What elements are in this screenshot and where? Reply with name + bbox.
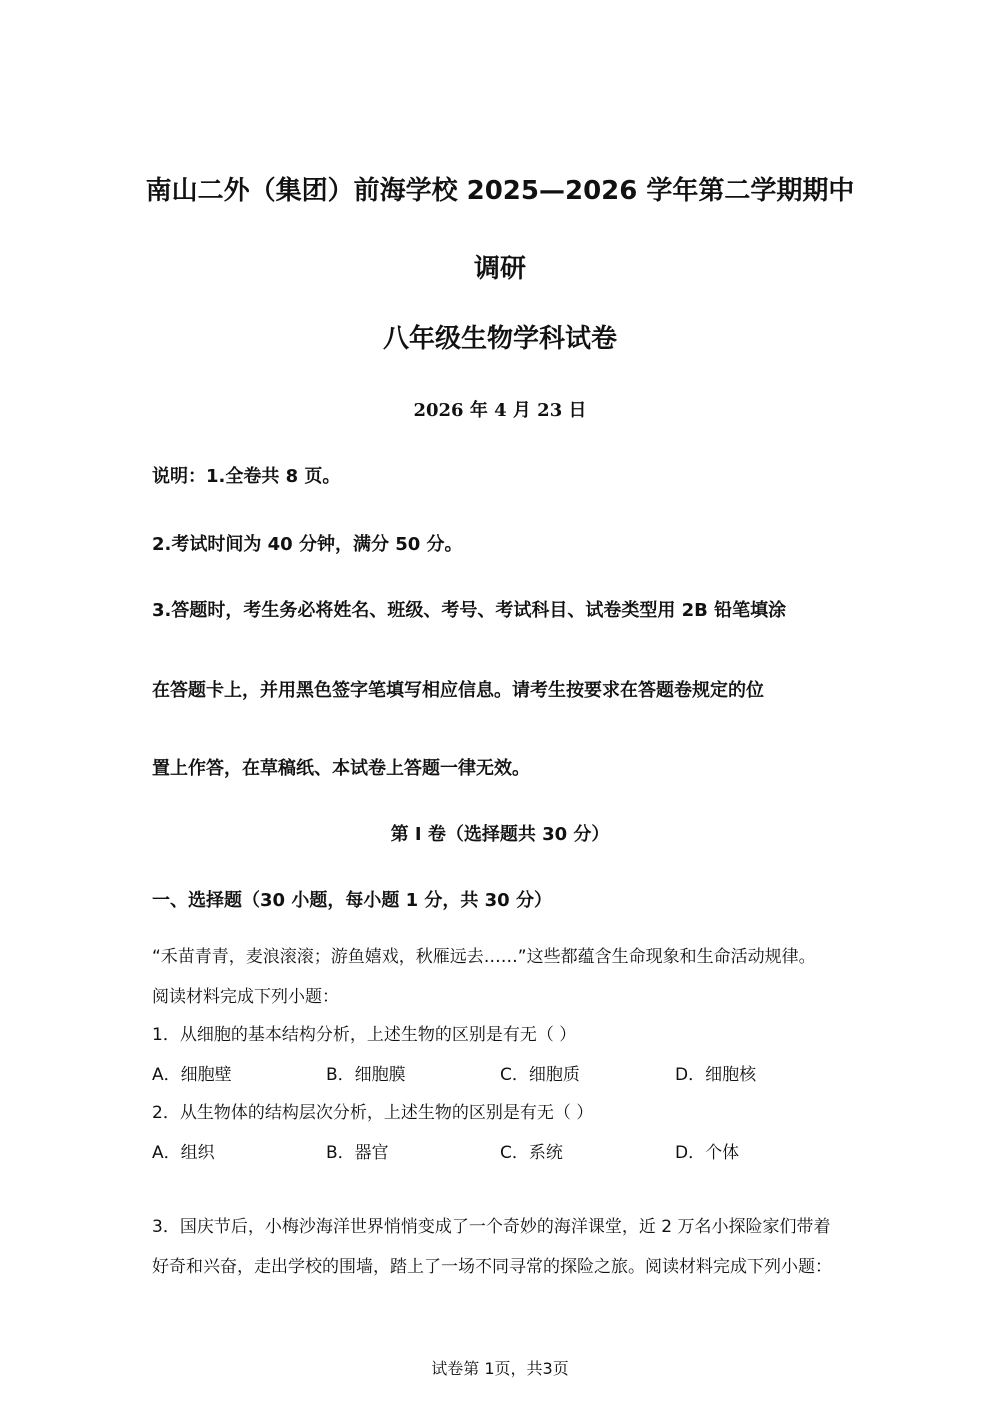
question-1-option-c: C．细胞质 bbox=[500, 1065, 580, 1085]
question-2-option-b: B．器官 bbox=[326, 1143, 389, 1163]
intro-line-2: 阅读材料完成下列小题： bbox=[152, 987, 339, 1007]
question-1-stem: 1．从细胞的基本结构分析，上述生物的区别是有无（ ） bbox=[152, 1025, 577, 1045]
page-footer: 试卷第 1页，共3页 bbox=[431, 1359, 569, 1378]
question-2-option-a: A．组织 bbox=[152, 1143, 215, 1163]
instruction-line-3c: 置上作答，在草稿纸、本试卷上答题一律无效。 bbox=[152, 758, 530, 779]
intro-line-1: “禾苗青青，麦浪滚滚；游鱼嬉戏，秋雁远去……”这些都蕴含生命现象和生命活动规律。 bbox=[152, 947, 816, 967]
instruction-line-3a: 3.答题时，考生务必将姓名、班级、考号、考试科目、试卷类型用 2B 铅笔填涂 bbox=[152, 600, 787, 621]
question-2-option-d: D．个体 bbox=[675, 1143, 740, 1163]
part1-heading: 第 I 卷（选择题共 30 分） bbox=[390, 824, 610, 845]
question-1-option-d: D．细胞核 bbox=[675, 1065, 757, 1085]
exam-subtitle: 八年级生物学科试卷 bbox=[382, 324, 617, 354]
exam-title-line2: 调研 bbox=[473, 254, 526, 284]
exam-date: 2026 年 4 月 23 日 bbox=[413, 400, 587, 421]
instruction-line-2: 2.考试时间为 40 分钟，满分 50 分。 bbox=[152, 534, 463, 555]
instruction-line-3b: 在答题卡上，并用黑色签字笔填写相应信息。请考生按要求在答题卷规定的位 bbox=[152, 680, 764, 701]
exam-title-line1: 南山二外（集团）前海学校 2025—2026 学年第二学期期中 bbox=[145, 176, 855, 206]
question-1-option-b: B．细胞膜 bbox=[326, 1065, 406, 1085]
section-heading-choice: 一、选择题（30 小题，每小题 1 分，共 30 分） bbox=[152, 890, 552, 911]
instruction-line-1: 说明：1.全卷共 8 页。 bbox=[152, 466, 341, 487]
question-2-option-c: C．系统 bbox=[500, 1143, 563, 1163]
question-1-option-a: A．细胞壁 bbox=[152, 1065, 232, 1085]
question-2-stem: 2．从生物体的结构层次分析，上述生物的区别是有无（ ） bbox=[152, 1103, 594, 1123]
question-3-line-1: 3．国庆节后，小梅沙海洋世界悄悄变成了一个奇妙的海洋课堂，近 2 万名小探险家们带着 bbox=[152, 1217, 831, 1237]
question-3-line-2: 好奇和兴奋，走出学校的围墙，踏上了一场不同寻常的探险之旅。阅读材料完成下列小题： bbox=[152, 1257, 832, 1277]
